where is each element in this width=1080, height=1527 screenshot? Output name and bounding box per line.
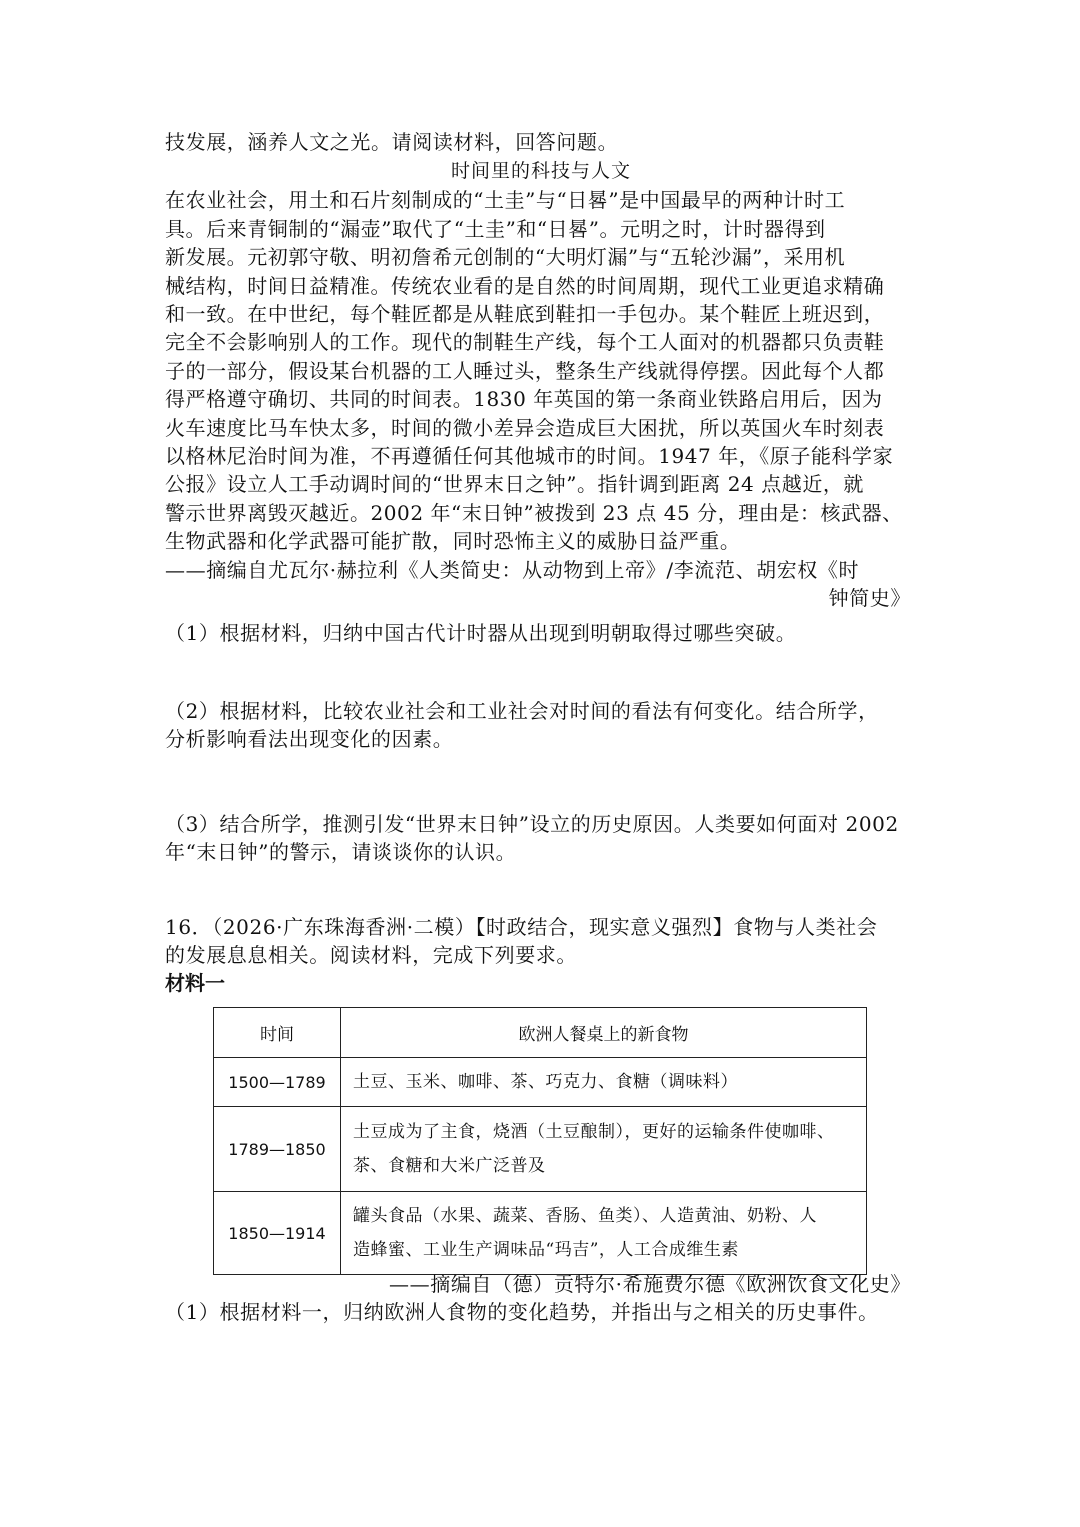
question-3-line2: 年“末日钟”的警示，请谈谈你的认识。 xyxy=(165,840,517,865)
passage-body xyxy=(165,186,917,555)
passage-line: 生物武器和化学武器可能扩散，同时恐怖主义的威胁日益严重。 xyxy=(165,529,741,554)
document-page xyxy=(165,128,917,997)
passage-line: 得严格遵守确切、共同的时间表。1830 年英国的第一条商业铁路启用后，因为 xyxy=(165,387,883,412)
table-cell-period: 1500—1789 xyxy=(214,1058,341,1107)
question-16-line2: 的发展息息相关。阅读材料，完成下列要求。 xyxy=(165,942,577,967)
question-2-line2: 分析影响看法出现变化的因素。 xyxy=(165,727,454,752)
passage-line: 具。后来青铜制的“漏壶”取代了“土圭”和“日晷”。元明之时，计时器得到 xyxy=(165,216,826,241)
table-source: ——摘编自（德）贡特尔·希施费尔德《欧洲饮食文化史》 xyxy=(389,1272,911,1296)
intro-line: 技发展，涵养人文之光。请阅读材料，回答问题。 xyxy=(165,130,619,154)
table-row xyxy=(214,1107,867,1192)
passage-source-cont: 钟简史》 xyxy=(828,586,911,611)
passage-title: 时间里的科技与人文 xyxy=(450,160,631,183)
passage-line: 械结构，时间日益精准。传统农业看的是自然的时间周期，现代工业更追求精确 xyxy=(165,273,885,298)
table-cell-foods xyxy=(341,1058,867,1107)
food-table xyxy=(213,1007,867,1275)
table-header-period: 时间 xyxy=(214,1008,341,1058)
table-row xyxy=(214,1058,867,1107)
passage-line: 火车速度比马车快太多，时间的微小差异会造成巨大困扰，所以英国火车时刻表 xyxy=(165,415,885,440)
foods-line: 茶、食糖和大米广泛普及 xyxy=(353,1156,546,1176)
table-cell-foods xyxy=(341,1192,867,1275)
after-table-block xyxy=(165,1270,917,1327)
passage-line: 新发展。元初郭守敬、明初詹希元创制的“大明灯漏”与“五轮沙漏”，采用机 xyxy=(165,245,846,270)
foods-line: 造蜂蜜、工业生产调味品“玛吉”，人工合成维生素 xyxy=(353,1240,739,1260)
question-1: （1）根据材料，归纳中国古代计时器从出现到明朝取得过哪些突破。 xyxy=(165,620,797,645)
passage-line: 和一致。在中世纪，每个鞋匠都是从鞋底到鞋扣一手包办。某个鞋匠上班迟到， xyxy=(165,302,885,327)
question-3-line1: （3）结合所学，推测引发“世界末日钟”设立的历史原因。人类要如何面对 2002 xyxy=(165,811,899,836)
passage-line: 子的一部分，假设某台机器的工人睡过头，整条生产线就得停摆。因此每个人都 xyxy=(165,358,885,383)
question-16-line1: 16．（2026·广东珠海香洲·二模）【时政结合，现实意义强烈】食物与人类社会 xyxy=(165,914,878,939)
passage-line: 完全不会影响别人的工作。现代的制鞋生产线，每个工人面对的机器都只负责鞋 xyxy=(165,330,885,355)
table-header-row xyxy=(214,1008,867,1058)
passage-source: ——摘编自尤瓦尔·赫拉利《人类简史：从动物到上帝》/李流范、胡宏权《时 xyxy=(165,557,860,582)
foods-line: 罐头食品（水果、蔬菜、香肠、鱼类）、人造黄油、奶粉、人 xyxy=(353,1206,817,1226)
passage-line: 在农业社会，用土和石片刻制成的“土圭”与“日晷”是中国最早的两种计时工 xyxy=(165,188,846,213)
question-2-line1: （2）根据材料，比较农业社会和工业社会对时间的看法有何变化。结合所学， xyxy=(165,698,879,723)
table-row xyxy=(214,1192,867,1275)
foods-line: 土豆成为了主食，烧酒（土豆酿制），更好的运输条件使咖啡、 xyxy=(353,1122,835,1142)
question-16-1: （1）根据材料一，归纳欧洲人食物的变化趋势，并指出与之相关的历史事件。 xyxy=(165,1300,879,1325)
passage-line: 以格林尼治时间为准，不再遵循任何其他城市的时间。1947 年，《原子能科学家 xyxy=(165,444,894,469)
material-heading: 材料一 xyxy=(165,971,225,996)
passage-line: 警示世界离毁灭越近。2002 年“末日钟”被拨到 23 点 45 分，理由是：核武器、 xyxy=(165,500,903,525)
table-cell-period: 1850—1914 xyxy=(214,1192,341,1275)
table-cell-foods xyxy=(341,1107,867,1192)
passage-line: 公报》设立人工手动调时间的“世界末日之钟”。指针调到距离 24 点越近，就 xyxy=(165,472,864,497)
foods-line: 土豆、玉米、咖啡、茶、巧克力、食糖（调味料） xyxy=(353,1072,738,1092)
table-cell-period: 1789—1850 xyxy=(214,1107,341,1192)
table-header-foods: 欧洲人餐桌上的新食物 xyxy=(341,1008,867,1058)
